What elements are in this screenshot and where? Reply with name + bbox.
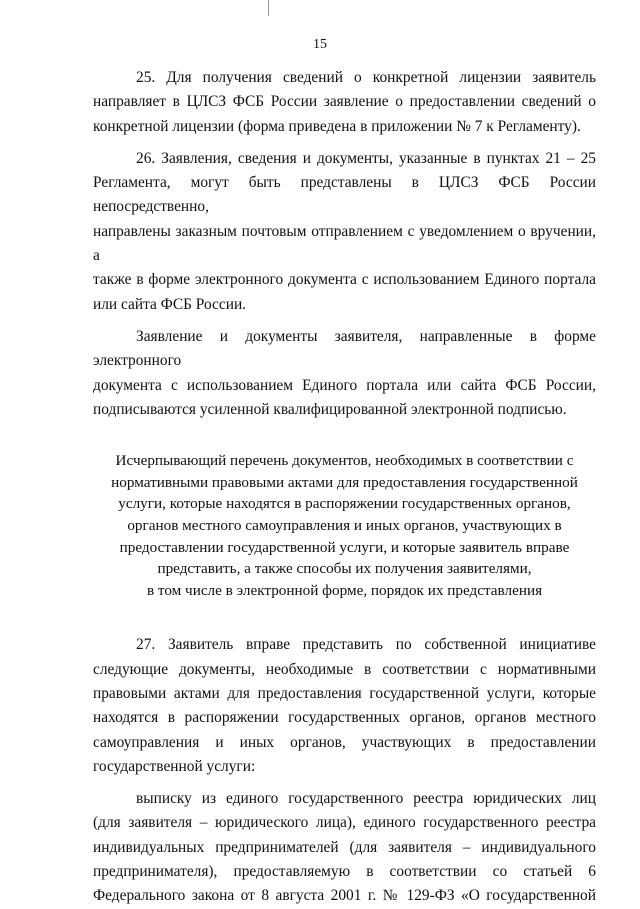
heading-line: Исчерпывающий перечень документов, необходимых в соответствии с (115, 452, 574, 470)
text-line: находятся в распоряжении государственных органов, органов местного (93, 709, 596, 727)
heading-line: в том числе в электронной форме, порядок их представления (146, 581, 543, 599)
text-line: подписываются усиленной квалифицированной электронной подписью. (93, 400, 567, 418)
text-line: правовыми актами для предоставления государственной услуги, которые (93, 684, 596, 702)
document-body (93, 66, 596, 909)
text-line: выписку из единого государственного реестра юридических лиц (136, 790, 596, 808)
text-line: (для заявителя – юридического лица), единого государственного реестра (93, 814, 596, 832)
section-heading (93, 450, 596, 601)
text-line: государственной услуги: (93, 757, 256, 775)
heading-line: органов местного самоуправления и иных органов, участвующих в (127, 516, 562, 534)
text-line: направляет в ЦЛСЗ ФСБ России заявление о предоставлении сведений о (93, 93, 596, 111)
paragraph-25 (93, 66, 596, 139)
text-line: 26. Заявления, сведения и документы, указанные в пунктах 21 – 25 (136, 149, 596, 167)
text-line: Федерального закона от 8 августа 2001 г. № 129-ФЗ «О государственной (93, 887, 596, 905)
text-line: или сайта ФСБ России. (93, 295, 247, 313)
paragraph-26 (93, 147, 596, 317)
paragraph-27-extract (93, 787, 596, 908)
text-line: предпринимателя), предоставляемую в соответствии со статьей 6 (93, 862, 596, 880)
paragraph-27 (93, 633, 596, 779)
heading-line: нормативными правовыми актами для предоставления государственной (111, 473, 578, 491)
text-line: конкретной лицензии (форма приведена в приложении № 7 к Регламенту). (93, 117, 581, 135)
text-line: Заявление и документы заявителя, направленные в форме электронного (93, 327, 596, 370)
text-line: Регламента, могут быть представлены в ЦЛСЗ ФСБ России непосредственно, (93, 174, 596, 216)
text-line: индивидуальных предпринимателей (для заявителя – индивидуального (93, 838, 596, 856)
binding-mark (268, 0, 269, 16)
text-line: также в форме электронного документа с использованием Единого портала (93, 271, 596, 289)
heading-line: предоставлении государственной услуги, и которые заявитель вправе (119, 538, 570, 556)
heading-line: услуги, которые находятся в распоряжении государственных органов, (118, 495, 571, 513)
text-line: следующие документы, необходимые в соответствии с нормативными (93, 660, 596, 678)
heading-line: представить, а также способы их получения заявителями, (157, 560, 532, 578)
text-line: 27. Заявитель вправе представить по собственной инициативе (136, 636, 596, 654)
text-line: направлены заказным почтовым отправлением с уведомлением о вручении, а (93, 222, 596, 265)
text-line: 25. Для получения сведений о конкретной лицензии заявитель (136, 69, 596, 86)
paragraph-26-electronic (93, 325, 596, 422)
page-number: 15 (313, 37, 327, 52)
text-line: самоуправления и иных органов, участвующих в предоставлении (93, 733, 596, 751)
text-line: документа с использованием Единого портала или сайта ФСБ России, (93, 376, 596, 394)
